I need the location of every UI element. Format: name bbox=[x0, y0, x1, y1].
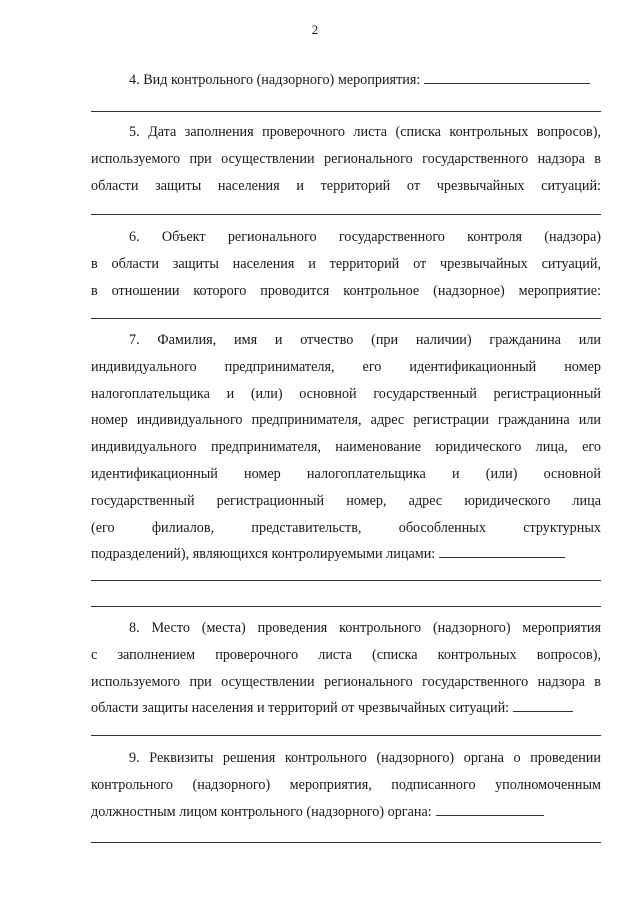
item-8-fill-line[interactable] bbox=[513, 711, 573, 712]
item-8-answer-line[interactable] bbox=[91, 735, 601, 736]
item-7 bbox=[91, 327, 601, 568]
item-7-line-2: индивидуального предпринимателя, его идентификационный номер bbox=[91, 358, 601, 375]
item-8-line-2: с заполнением проверочного листа (списка контрольных вопросов), bbox=[91, 646, 601, 663]
item-7-line-7: государственный регистрационный номер, адрес юридического лица bbox=[91, 492, 601, 509]
item-7-line-4: номер индивидуального предпринимателя, адрес регистрации гражданина или bbox=[91, 412, 601, 429]
item-5 bbox=[91, 119, 601, 199]
item-6 bbox=[91, 224, 601, 304]
item-8-line-4: области защиты населения и территорий от чрезвычайных ситуаций: bbox=[91, 695, 601, 722]
item-7-answer-line-1[interactable] bbox=[91, 580, 601, 581]
item-7-line-6: идентификационный номер налогоплательщика и (или) основной bbox=[91, 465, 601, 482]
item-6-line-3: в отношении которого проводится контрольное (надзорное) мероприятие: bbox=[91, 282, 601, 299]
item-7-line-5: индивидуального предпринимателя, наименование юридического лица, его bbox=[91, 439, 601, 456]
item-9-fill-line[interactable] bbox=[436, 815, 544, 816]
item-6-line-2: в области защиты населения и территорий от чрезвычайных ситуаций, bbox=[91, 255, 601, 272]
item-7-line-8: (его филиалов, представительств, обособленных структурных bbox=[91, 519, 601, 536]
item-8 bbox=[91, 615, 601, 722]
item-7-line-1: 7. Фамилия, имя и отчество (при наличии) гражданина или bbox=[129, 332, 602, 348]
item-4 bbox=[91, 67, 601, 94]
item-8-line-3: используемого при осуществлении регионального государственного надзора в bbox=[91, 673, 601, 690]
page-number: 2 bbox=[311, 22, 319, 37]
item-9-answer-line[interactable] bbox=[91, 842, 601, 843]
item-7-answer-line-2[interactable] bbox=[91, 606, 601, 607]
item-9-line-2: контрольного (надзорного) мероприятия, подписанного уполномоченным bbox=[91, 776, 601, 793]
item-8-line-1: 8. Место (места) проведения контрольного (надзорного) мероприятия bbox=[129, 620, 602, 636]
item-5-line-1: 5. Дата заполнения проверочного листа (списка контрольных вопросов), bbox=[129, 124, 602, 140]
item-5-line-3: области защиты населения и территорий от чрезвычайных ситуаций: bbox=[91, 177, 601, 194]
item-7-fill-line[interactable] bbox=[439, 557, 565, 558]
item-4-answer-line[interactable] bbox=[91, 111, 601, 112]
item-9-line-1: 9. Реквизиты решения контрольного (надзорного) органа о проведении bbox=[129, 750, 601, 766]
item-9 bbox=[91, 745, 601, 825]
item-9-line-3: должностным лицом контрольного (надзорного) органа: bbox=[91, 799, 601, 826]
item-7-line-3: налогоплательщика и (или) основной государственный регистрационный bbox=[91, 385, 601, 402]
item-6-line-1: 6. Объект регионального государственного контроля (надзора) bbox=[129, 229, 602, 245]
item-7-line-9: подразделений), являющихся контролируемыми лицами: bbox=[91, 541, 601, 568]
item-6-answer-line[interactable] bbox=[91, 318, 601, 319]
item-5-line-2: используемого при осуществлении регионального государственного надзора в bbox=[91, 150, 601, 167]
item-4-fill-line[interactable] bbox=[424, 83, 590, 84]
item-5-answer-line[interactable] bbox=[91, 214, 601, 215]
item-4-line-1: 4. Вид контрольного (надзорного) мероприятия: bbox=[91, 67, 601, 94]
